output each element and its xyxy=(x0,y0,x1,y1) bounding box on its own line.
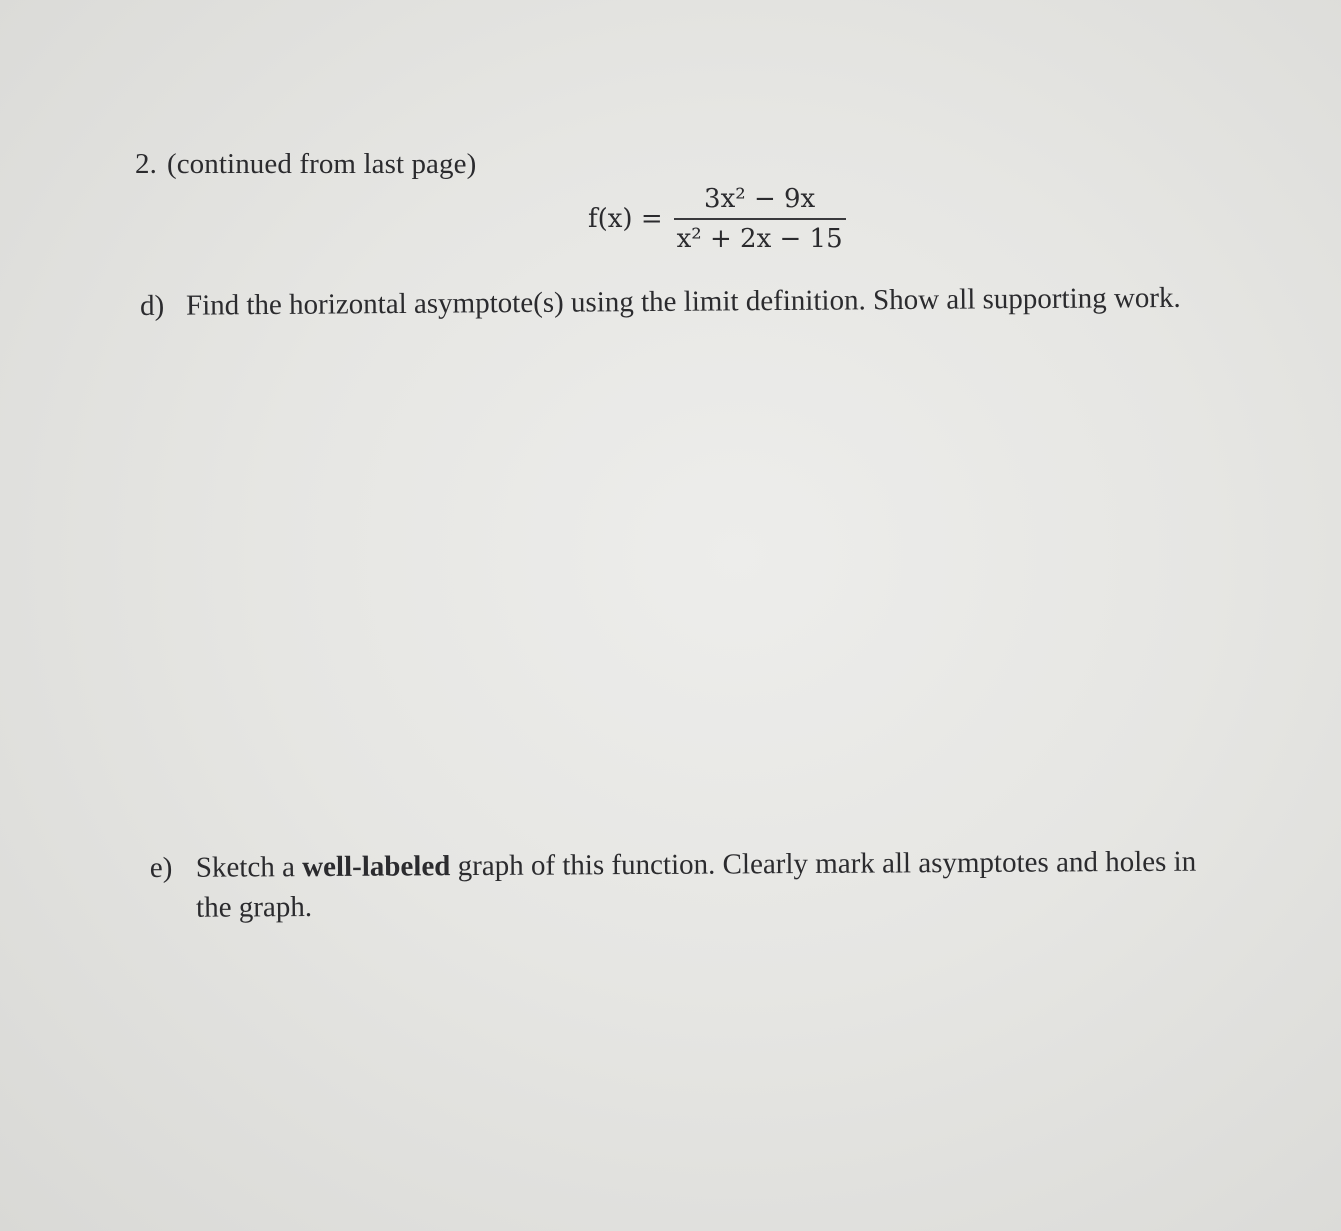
formula-lhs: f(x) = xyxy=(588,204,663,234)
part-d-text: Find the horizontal asymptote(s) using the limit definition. Show all supporting work. xyxy=(185,281,1181,322)
part-e xyxy=(150,842,1197,928)
part-e-text-bold: well-labeled xyxy=(302,850,451,884)
formula-denominator: x² + 2x − 15 xyxy=(676,224,843,254)
problem-heading-text: (continued from last page) xyxy=(166,148,477,180)
formula-fraction xyxy=(671,184,849,254)
part-d-label: d) xyxy=(139,289,165,322)
part-e-text-after: graph of this function. Clearly mark all asymptotes and holes in xyxy=(450,845,1197,883)
problem-heading xyxy=(135,148,476,181)
part-d xyxy=(140,282,1181,323)
part-e-line2: the graph. xyxy=(196,891,313,924)
formula-numerator: 3x² − 9x xyxy=(704,184,816,214)
part-e-label: e) xyxy=(149,851,173,885)
part-e-line1 xyxy=(150,842,1197,888)
part-e-text-before: Sketch a xyxy=(195,851,303,884)
function-formula xyxy=(588,184,849,254)
problem-number: 2. xyxy=(135,148,157,180)
